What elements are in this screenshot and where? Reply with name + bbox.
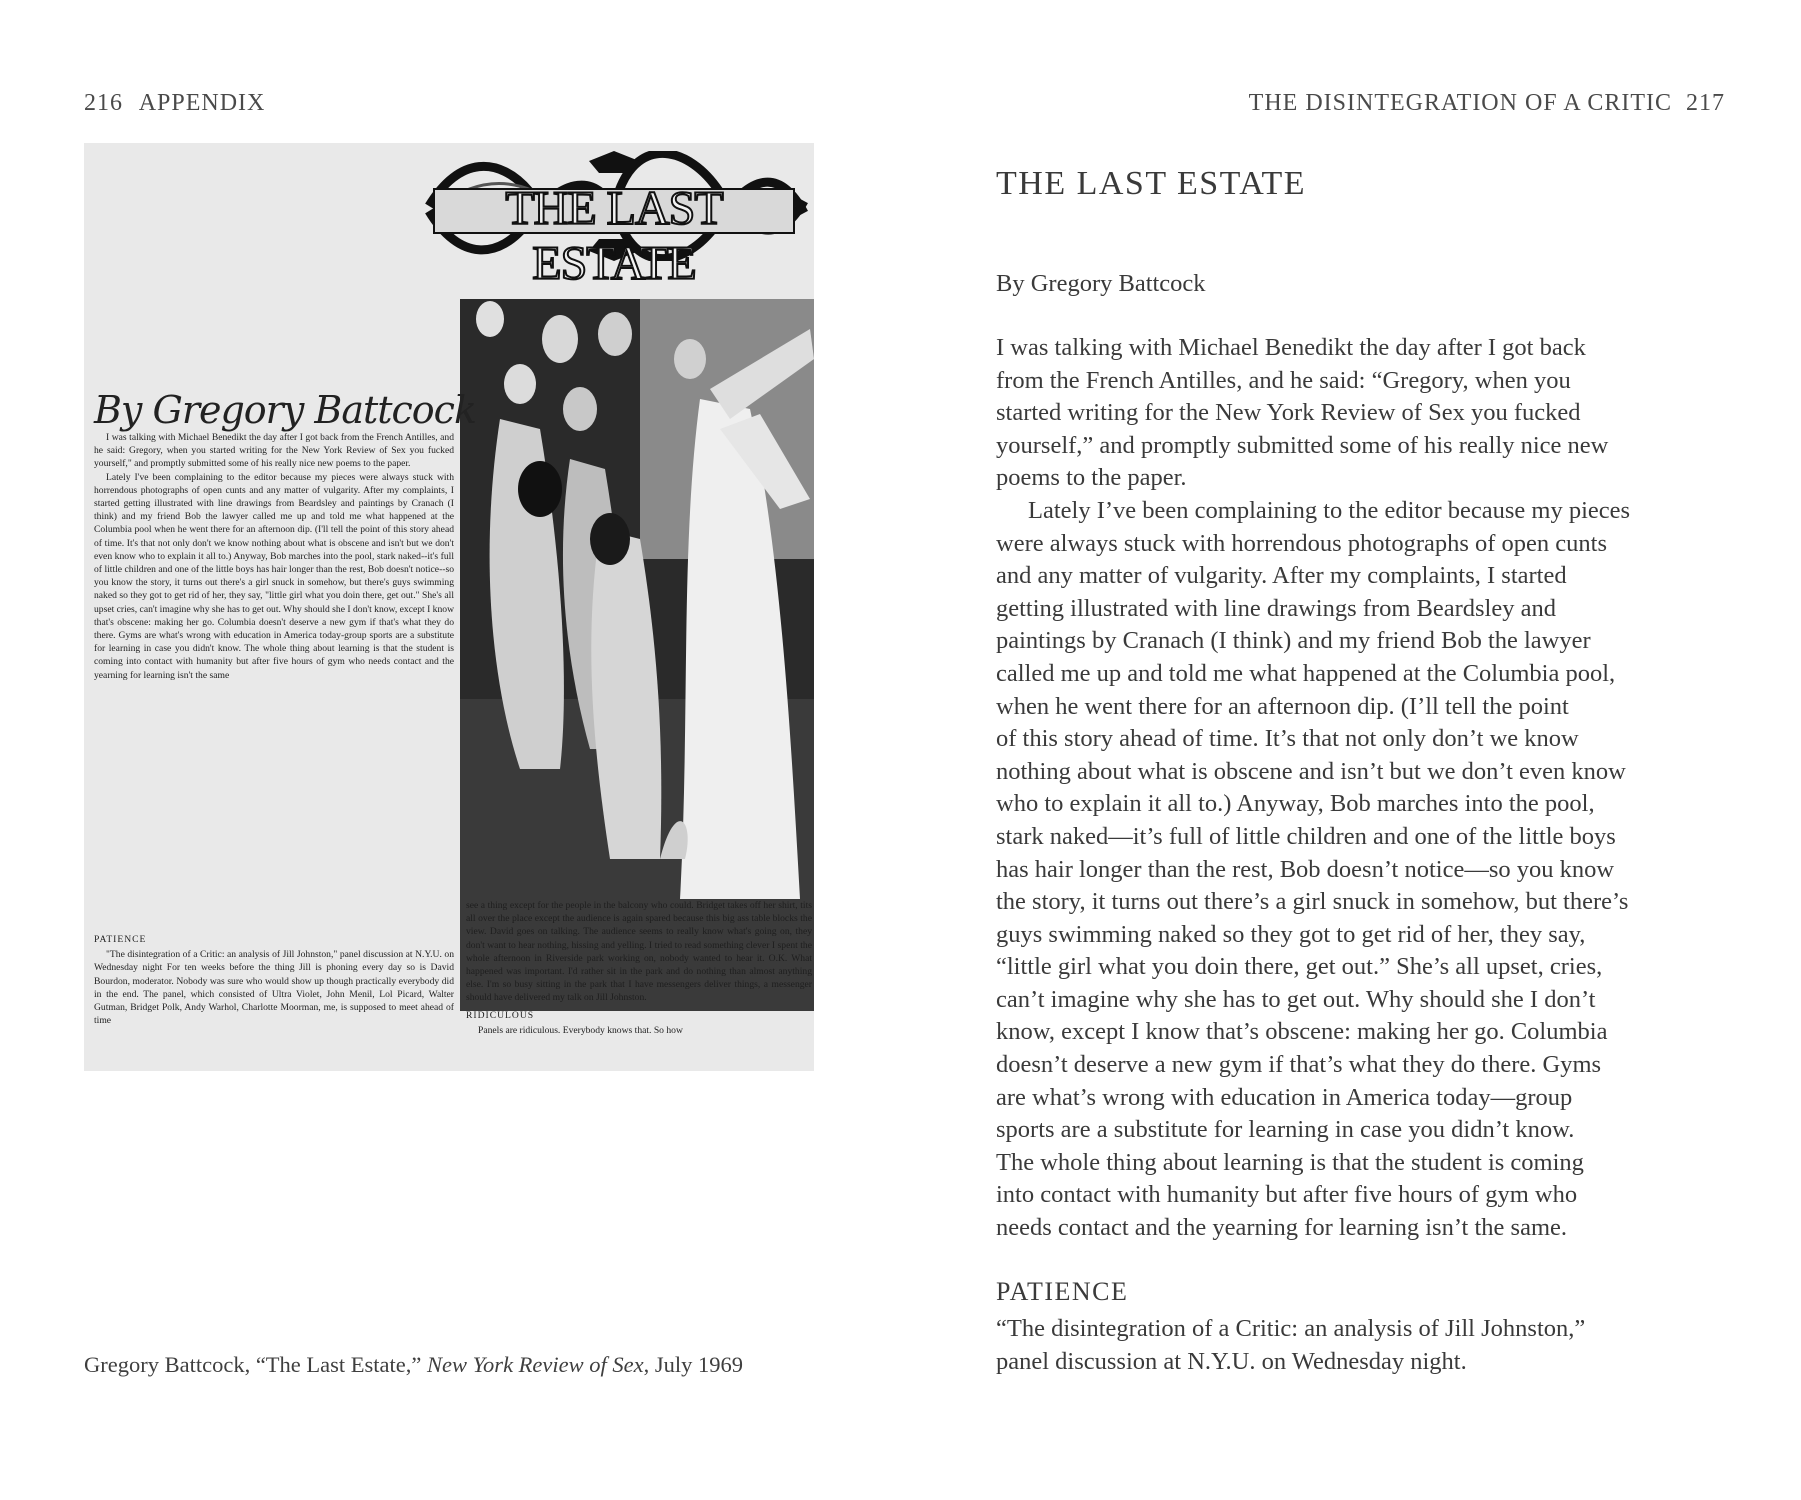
body-line: guys swimming naked so they got to get rid of her, they say, (996, 920, 1586, 948)
page-number-left: 216 (84, 90, 123, 116)
clipping-subhead-ridiculous: RIDICULOUS (466, 1009, 535, 1021)
body-line: can’t imagine why she has to get out. Why should she I don’t (996, 985, 1596, 1013)
clipping-column-1b (94, 929, 454, 1069)
clipping-byline: By Gregory Battcock (94, 388, 476, 432)
body-line: paintings by Cranach (I think) and my friend Bob the lawyer (996, 627, 1591, 655)
body-line: the story, it turns out there’s a girl snuck in somehow, but there’s (996, 888, 1629, 916)
article-byline: By Gregory Battcock (996, 270, 1206, 297)
body-line: are what’s wrong with education in America today—group (996, 1083, 1573, 1111)
caption-text: Gregory Battcock, “The Last Estate,” (84, 1352, 427, 1377)
clipping-paragraph: I was talking with Michael Benedikt the day after I got back from the French Antilles, and he said: Gregory, when you started writing for the New York Review of Sex you fucked yourself," and promptly submitted some of his really nice new poems to the paper. (94, 432, 454, 470)
body-line: started writing for the New York Review of Sex you fucked (996, 399, 1581, 427)
article-title: THE LAST ESTATE (996, 165, 1307, 202)
section-line: “The disintegration of a Critic: an analysis of Jill Johnston,” (996, 1315, 1586, 1342)
section-body (996, 1313, 1716, 1378)
body-line: nothing about what is obscene and isn’t but we don’t even know (996, 757, 1626, 785)
section-heading-patience: PATIENCE (996, 1277, 1129, 1306)
body-line: called me up and told me what happened at the Columbia pool, (996, 659, 1616, 687)
running-head-right (1249, 90, 1725, 117)
clipping-paragraph: see a thing except for the people in the balcony who could. Bridget takes off her shirt, tits all over the place except the audience is again spared because this big ass table blocks the view. David goes on talking. The audience seems to really know what's going on, they don't want to hear nothing, hissing and yelling. I tried to read something clever I spent the whole afternoon in Riverside park working on, nobody wanted to hear it. O.K. What happened was important. I'd rather sit in the park and do nothing than almost anything else. I'm so busy sitting in the park that I have messengers deliver things, a messenger should have delivered my talk on Jill Johnston. (466, 900, 812, 1004)
page-number-right: 217 (1686, 90, 1725, 116)
body-line: into contact with humanity but after five hours of gym who (996, 1181, 1578, 1209)
body-line: I was talking with Michael Benedikt the day after I got back (996, 334, 1586, 361)
clipping-subhead-patience: PATIENCE (94, 934, 147, 945)
body-line: were always stuck with horrendous photographs of open cunts (996, 529, 1608, 557)
body-line: Lately I’ve been complaining to the editor because my pieces (1028, 496, 1631, 524)
body-line: when he went there for an afternoon dip. (I’ll tell the point (996, 692, 1569, 720)
clipping-paragraph: "The disintegration of a Critic: an analysis of Jill Johnston," panel discussion at N.Y.U. on Wednesday night For ten weeks before the thing Jill is phoning every day so is David Bourdon, moderator. Nobody was sure who would show up though practically everybody did in the end. The panel, which consisted of Ultra Violet, John Menil, Lol Picard, Walter Gutman, Bridget Polk, Andy Warhol, Charlotte Moorman, me, is supposed to meet ahead of time (94, 949, 454, 1027)
body-line: know, except I know that’s obscene: making her go. Columbia (996, 1018, 1608, 1046)
body-line: who to explain it all to.) Anyway, Bob marches into the pool, (996, 790, 1595, 818)
caption-date: , July 1969 (643, 1352, 744, 1377)
article-body (996, 332, 1726, 1245)
body-line: stark naked—it’s full of little children and one of the little boys (996, 822, 1616, 850)
clipping-paragraph: Panels are ridiculous. Everybody knows that. So how (478, 1024, 683, 1036)
masthead-ornament (419, 151, 809, 290)
body-line: has hair longer than the rest, Bob doesn’t notice—so you know (996, 855, 1615, 883)
body-line: yourself,” and promptly submitted some of his really nice new (996, 431, 1609, 459)
body-line: from the French Antilles, and he said: “Gregory, when you (996, 366, 1571, 394)
body-line: “little girl what you doin there, get out.” She’s all upset, cries, (996, 953, 1603, 981)
running-head-right-text: THE DISINTEGRATION OF A CRITIC (1248, 90, 1672, 116)
body-line: and any matter of vulgarity. After my complaints, I started (996, 562, 1567, 590)
magazine-clipping-image (84, 143, 814, 1071)
running-head-left-text: APPENDIX (138, 90, 266, 116)
body-line: getting illustrated with line drawings from Beardsley and (996, 594, 1556, 622)
figure-caption (84, 1352, 743, 1378)
body-line: needs contact and the yearning for learning isn’t the same. (996, 1214, 1568, 1242)
body-line: sports are a substitute for learning in case you didn’t know. (996, 1116, 1575, 1144)
body-line: The whole thing about learning is that the student is coming (996, 1148, 1584, 1176)
masthead-title: THE LAST ESTATE (505, 182, 723, 290)
body-line: poems to the paper. (996, 464, 1187, 492)
running-head-left (84, 90, 265, 117)
clipping-column-1 (94, 431, 454, 801)
clipping-paragraph: Lately I've been complaining to the editor because my pieces were always stuck with horrendous photographs of open cunts and any matter of vulgarity. After my complaints, I started getting illustrated with line drawings from Beardsley and paintings by Cranach (I think) and my friend Bob the lawyer called me up and told me what happened at the Columbia pool when he went there for an afternoon dip. (I'll tell the point of this story ahead of time. It's that not only don't we know nothing about what is obscene and isn't but we don't even know who to explain it all to.) Anyway, Bob marches into the pool, stark naked--it's full of little children and one of the little boys has hair longer than the rest, Bob doesn't notice--so you know the story, it turns out there's a girl snuck in somehow, but there's guys swimming naked so they got to get rid of her, they say, "little girl what you doin there, get out." She's all upset cries, can't imagine why she has to get out. Why should she I don't know, except I know that's obscene: making her go. Columbia doesn't deserve a new gym if that's what they do there. Gyms are what's wrong with education in America today-group sports are a substitute for learning in case you didn't know. The whole thing about learning is that the student is coming into contact with humanity but after five hours of gym who needs contact and the yearning for learning isn't the same (94, 471, 454, 681)
section-line: panel discussion at N.Y.U. on Wednesday night. (996, 1347, 1467, 1375)
body-line: of this story ahead of time. It’s that not only don’t we know (996, 725, 1579, 753)
clipping-column-2 (466, 899, 812, 1071)
body-line: doesn’t deserve a new gym if that’s what they do there. Gyms (996, 1051, 1602, 1079)
caption-publication: New York Review of Sex (426, 1352, 644, 1377)
